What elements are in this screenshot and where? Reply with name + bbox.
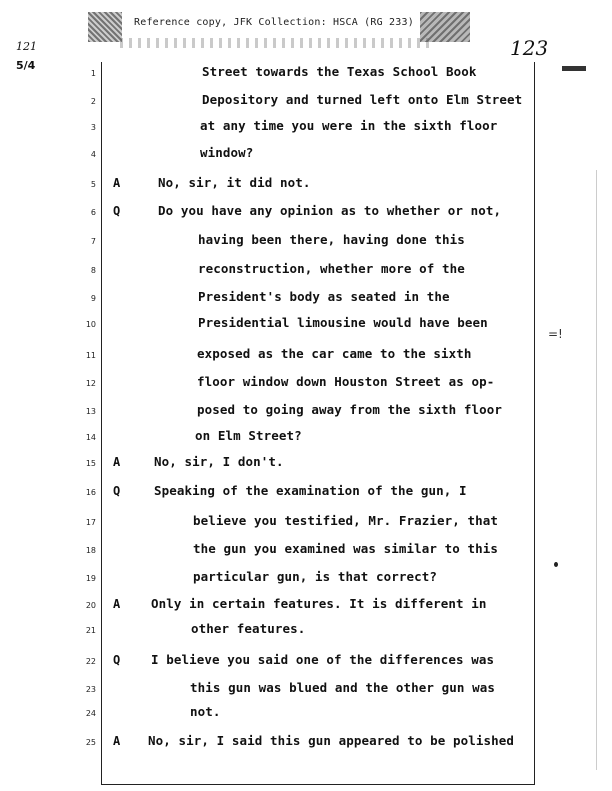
line-text: posed to going away from the sixth floor [197, 402, 503, 417]
line-number: 10 [85, 320, 96, 329]
transcript-line [0, 621, 612, 641]
line-text: particular gun, is that correct? [193, 569, 438, 584]
line-number: 19 [85, 574, 96, 583]
speaker-label: Q [113, 204, 121, 218]
speaker-label: Q [113, 653, 121, 667]
line-text: having been there, having done this [198, 232, 465, 247]
transcript-line [0, 428, 612, 448]
line-number: 21 [85, 626, 96, 635]
line-number: 9 [90, 294, 96, 303]
line-text: Do you have any opinion as to whether or not, [158, 203, 502, 218]
transcript-line [0, 483, 612, 503]
archive-stamp-left [88, 12, 122, 42]
line-number: 13 [85, 407, 96, 416]
line-text: reconstruction, whether more of the [198, 261, 465, 276]
line-text: window? [200, 145, 254, 160]
scan-smudge [120, 38, 430, 48]
transcript-line [0, 680, 612, 700]
speaker-label: A [113, 734, 121, 748]
line-text: at any time you were in the sixth floor [200, 118, 498, 133]
line-number: 2 [90, 97, 96, 106]
transcript-line [0, 402, 612, 422]
line-number: 12 [85, 379, 96, 388]
transcript-line [0, 64, 612, 84]
line-number: 18 [85, 546, 96, 555]
transcript-line [0, 346, 612, 366]
speaker-label: Q [113, 484, 121, 498]
speaker-label: A [113, 597, 121, 611]
line-number: 20 [85, 601, 96, 610]
line-number: 11 [85, 351, 96, 360]
speaker-label: A [113, 455, 121, 469]
line-number: 8 [90, 266, 96, 275]
line-number: 3 [90, 123, 96, 132]
line-number: 22 [85, 657, 96, 666]
transcript-line [0, 175, 612, 195]
transcript-line [0, 704, 612, 724]
line-number: 5 [90, 180, 96, 189]
transcript-line [0, 733, 612, 753]
line-number: 24 [85, 709, 96, 718]
transcript-line [0, 289, 612, 309]
transcript-line [0, 454, 612, 474]
line-text: No, sir, I said this gun appeared to be polished [148, 733, 515, 748]
line-text: the gun you examined was similar to this [193, 541, 499, 556]
line-text: believe you testified, Mr. Frazier, that [193, 513, 499, 528]
line-text: President's body as seated in the [198, 289, 450, 304]
right-margin-mark: =! [548, 327, 563, 341]
line-number: 15 [85, 459, 96, 468]
line-text: Street towards the Texas School Book [202, 64, 477, 79]
transcript-line [0, 145, 612, 165]
transcript-line [0, 513, 612, 533]
line-number: 14 [85, 433, 96, 442]
transcript-line [0, 232, 612, 252]
transcript-line [0, 261, 612, 281]
line-text: on Elm Street? [195, 428, 302, 443]
line-number: 6 [90, 208, 96, 217]
line-text: No, sir, it did not. [158, 175, 311, 190]
margin-note: 121 [16, 40, 37, 53]
line-number: 17 [85, 518, 96, 527]
line-text: not. [190, 704, 221, 719]
line-text: Presidential limousine would have been [198, 315, 488, 330]
line-text: exposed as the car came to the sixth [197, 346, 472, 361]
margin-page-label: 5/4 [16, 59, 36, 72]
transcript-line [0, 118, 612, 138]
transcript-line [0, 92, 612, 112]
speaker-label: A [113, 176, 121, 190]
line-text: No, sir, I don't. [154, 454, 284, 469]
line-text: other features. [191, 621, 306, 636]
reference-header: Reference copy, JFK Collection: HSCA (RG 233) [134, 17, 414, 28]
transcript-line [0, 569, 612, 589]
transcript-line [0, 596, 612, 616]
line-text: Depository and turned left onto Elm Street [202, 92, 523, 107]
transcript-line [0, 652, 612, 672]
transcript-frame [101, 62, 535, 785]
line-number: 1 [90, 69, 96, 78]
line-text: this gun was blued and the other gun was [190, 680, 496, 695]
line-number: 4 [90, 150, 96, 159]
line-text: I believe you said one of the differences was [151, 652, 495, 667]
transcript-line [0, 203, 612, 223]
handwritten-page-number: 123 [510, 36, 549, 60]
line-number: 7 [90, 237, 96, 246]
line-text: Only in certain features. It is different in [151, 596, 487, 611]
line-text: floor window down Houston Street as op- [197, 374, 495, 389]
right-margin-dot [554, 562, 558, 567]
line-number: 25 [85, 738, 96, 747]
line-number: 16 [85, 488, 96, 497]
transcript-line [0, 315, 612, 335]
transcript-line [0, 374, 612, 394]
line-text: Speaking of the examination of the gun, I [154, 483, 467, 498]
line-number: 23 [85, 685, 96, 694]
transcript-line [0, 541, 612, 561]
